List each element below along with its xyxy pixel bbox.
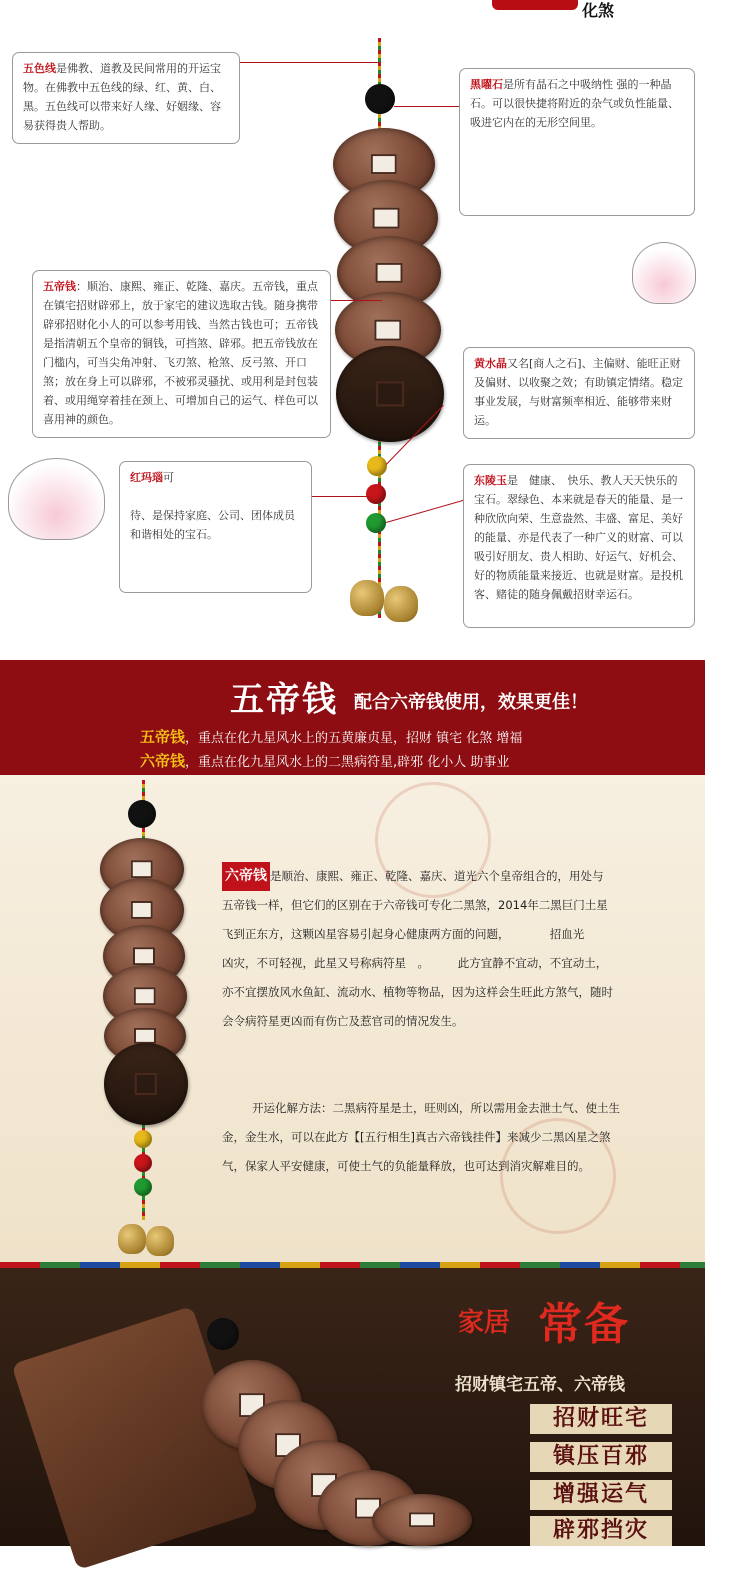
feature-tag: 招财旺宅 [530, 1404, 672, 1434]
info-box-title: 五色线 [23, 62, 56, 75]
aventurine-bead [366, 513, 386, 533]
connector-line [394, 106, 460, 107]
obsidian-bead [365, 84, 395, 114]
banner-subtitle: 配合六帝钱使用，效果更佳！ [354, 692, 588, 713]
citrine-bead [134, 1130, 152, 1148]
paragraph-line: 会令病符星更凶而有伤亡及惹官司的情况发生。 [222, 1014, 464, 1028]
liudi-tag: 六帝钱 [222, 862, 270, 891]
bottom-subtitle: 招财镇宅五帝、六帝钱 [455, 1375, 625, 1395]
coin [104, 1043, 188, 1125]
paragraph-line: 是顺治、康熙、雍正、乾隆、嘉庆、道光六个皇帝组合的，用处与 [270, 869, 604, 883]
obsidian-bead [207, 1318, 239, 1350]
info-box-text: 又名[商人之石]、主偏财、能旺正财及偏财、以收聚之效；有助镇定情绪。稳定事业发展，与财富频率相近、能够带来财运。 [474, 357, 683, 427]
paragraph-line: 金，金生水，可以在此方【[五行相生]真古六帝钱挂件】来减少二黑凶星之煞 [222, 1130, 611, 1144]
agate-bead [134, 1154, 152, 1172]
info-box-huangshui [463, 347, 695, 439]
bell [350, 580, 384, 616]
paragraph-line: 开运化解方法：二黑病符星是土，旺则凶，所以需用金去泄土气、使土生 [252, 1101, 620, 1115]
coin [336, 346, 444, 442]
connector-line [312, 496, 372, 497]
paragraph-line: 飞到正东方，这颗凶星容易引起身心健康两方面的问题， 招血光 [222, 927, 585, 941]
connector-line [330, 300, 382, 301]
info-box-text: 可 [163, 471, 174, 484]
citrine-bead [367, 456, 387, 476]
agate-bead [366, 484, 386, 504]
paragraph-line: 气，保家人平安健康，可使土气的负能量释放，也可达到消灾解难目的。 [222, 1159, 590, 1173]
bell [384, 586, 418, 622]
info-box-wudi [32, 270, 331, 438]
connector-line [238, 62, 378, 63]
banner-title: 五帝钱 [230, 680, 338, 720]
banner-line-text: ，重点在化九星风水上的二黑病符星,辟邪 化小人 助事业 [185, 755, 510, 770]
info-box-text: ：顺治、康熙、雍正、乾隆、嘉庆。五帝钱，重点在镇宅招财辟邪上，放于家宅的建议选取古钱。随身携带辟邪招财化小人的可以参考用钱、当然古钱也可；五帝钱是指清朝五个皇帝的铜钱，可挡煞、辟邪。把五帝钱放在门槛内，可当尖角冲射、飞刃煞、枪煞、反弓煞、开口煞；放在身上可以辟邪，不被邪灵骚扰、或用利是封包装着、或用绳穿着挂在颈上、可增加自己的运气、样色可以喜用神的颜色。 [43, 280, 318, 426]
info-box-text: 是所有晶石之中吸纳性 强的一种晶石。可以很快捷将附近的杂气或负性能量、吸进它内在的无形空间里。 [470, 78, 679, 129]
info-box-text: 是佛教、道教及民间常用的开运宝物。在佛教中五色线的绿、红、黄、白、黑。五色线可以带来好人缘、好姻缘、容易获得贵人帮助。 [23, 62, 221, 132]
bottom-title-big: 常备 [538, 1299, 630, 1350]
remedy-description [222, 1094, 692, 1181]
lotus-decoration-right [632, 242, 696, 304]
right-margin [705, 0, 750, 1546]
info-box-wuse [12, 52, 240, 144]
banner-line-liudi [140, 750, 509, 771]
feature-tag: 增强运气 [530, 1480, 672, 1510]
info-box-text: 是 健康、 快乐、教人天天快乐的宝石。翠绿色、本来就是春天的能量、是一种欣欣向荣、生意盎然、丰盛、富足、美好的能量、亦是代表了一种广义的财富、可以吸引好朋友、贵人相助、好运气、好机会、好的物质能量来接近、也就是财富。是投机客、赌徒的随身佩戴招财幸运石。 [474, 474, 683, 601]
paragraph-line: 亦不宜摆放风水鱼缸、流动水、植物等物品，因为这样会生旺此方煞气，随时 [222, 985, 613, 999]
paragraph-line: 五帝钱一样，但它们的区别在于六帝钱可专化二黑煞，2014年二黑巨门土星 [222, 898, 608, 912]
banner-line-key: 六帝钱 [140, 752, 186, 770]
coin [372, 1494, 472, 1546]
feature-tag: 镇压百邪 [530, 1442, 672, 1472]
banner-line-text: ，重点在化九星风水上的五黄廉贞星，招财 镇宅 化煞 增福 [185, 731, 523, 746]
obsidian-bead [128, 800, 156, 828]
info-box-hongma [119, 461, 312, 593]
info-box-title: 红玛瑙 [130, 471, 163, 484]
bell [146, 1226, 174, 1256]
feature-tag: 辟邪挡灾 [530, 1516, 672, 1546]
info-box-text: 待、是保持家庭、公司、团体成员和谐相处的宝石。 [130, 509, 295, 541]
banner-line-key: 五帝钱 [140, 728, 186, 746]
banner-line-wudi [140, 726, 522, 747]
info-box-title: 黑曜石 [470, 78, 503, 91]
info-box-dongling [463, 464, 695, 628]
info-box-title: 黄水晶 [474, 357, 507, 370]
liudi-description [222, 862, 692, 1036]
aventurine-bead [134, 1178, 152, 1196]
paragraph-line: 凶灾，不可轻视，此星又号称病符星 。 此方宜静不宜动，不宜动土， [222, 956, 608, 970]
header-badge [492, 0, 578, 10]
info-box-title: 五帝钱 [43, 280, 76, 293]
bottom-title-small: 家居 [458, 1308, 511, 1338]
info-box-heiyao [459, 68, 695, 216]
lotus-decoration-left [8, 458, 105, 540]
info-box-title: 东陵玉 [474, 474, 507, 487]
bell [118, 1224, 146, 1254]
header-badge-text: 化煞 [582, 1, 615, 20]
